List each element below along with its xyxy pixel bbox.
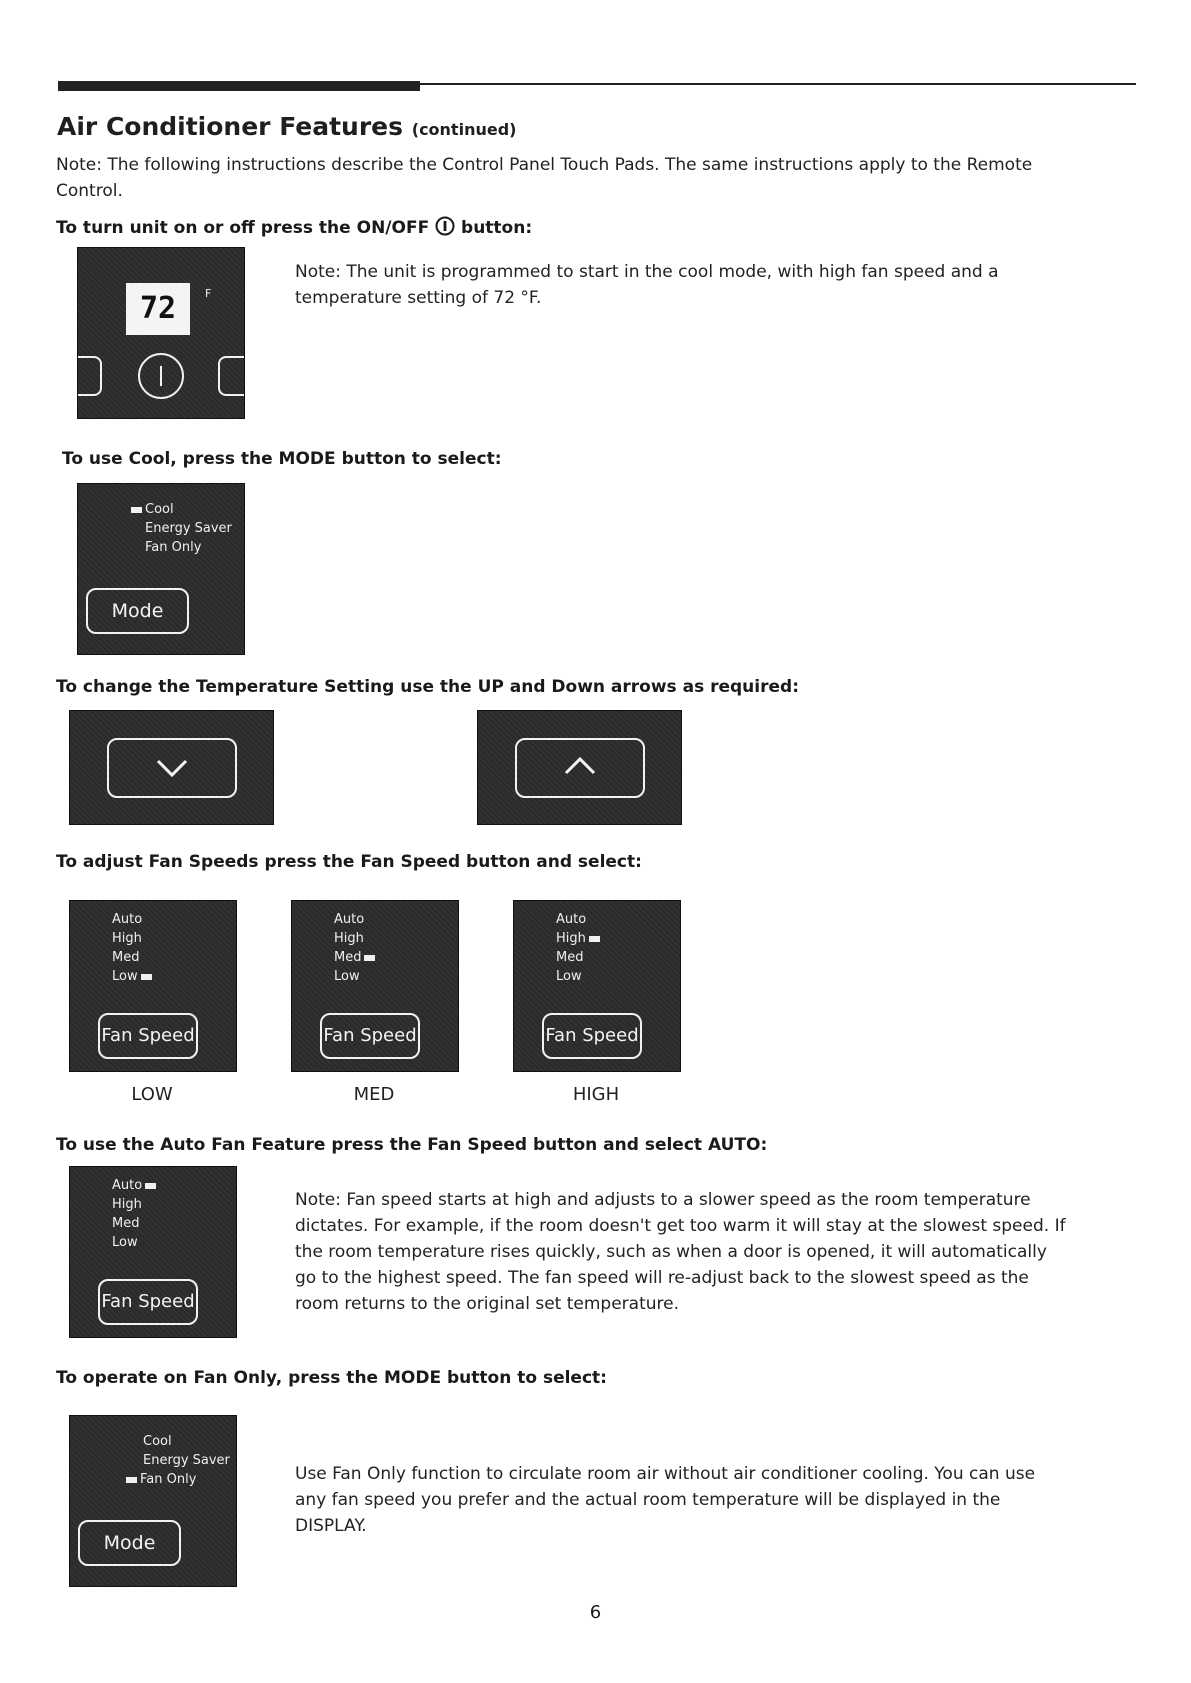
down-arrow-panel [69,710,274,825]
fan-option-med: Med [334,948,378,967]
onoff-heading [56,216,532,241]
fan-option-auto: Auto [334,912,365,927]
page-title [57,112,516,141]
selected-indicator [141,974,152,980]
mode-option-fan-only: Fan Only [123,1470,196,1489]
up-arrow-panel [477,710,682,825]
selected-indicator [589,936,600,942]
caption-med: MED [353,1084,395,1105]
fan-speed-panel-auto [69,1166,237,1338]
auto-fan-note: Note: Fan speed starts at high and adjusts to a slower speed as the room temperature dictates. For example, if the room doesn't get too warm it will stay at the slowest speed. If the room temperature rises quickly, such as when a door is opened, it will automatically go to the highest speed. The fan speed will re-adjust back to the slowest speed as the room returns to the original set temperature. [295,1190,1066,1314]
auto-fan-heading: To use the Auto Fan Feature press the Fan Speed button and select AUTO: [56,1135,768,1155]
selected-indicator [131,507,142,513]
fan-option-low: Low [112,967,155,986]
up-arrow-button[interactable] [515,738,645,798]
fan-speed-button[interactable]: Fan Speed [542,1013,642,1059]
fan-option-low: Low [112,1235,138,1250]
mode-option-energy-saver: Energy Saver [143,1453,230,1468]
fan-only-mode-panel [69,1415,237,1587]
chevron-up-icon [560,754,600,778]
display-unit: F [205,287,212,300]
power-icon [435,216,455,241]
fan-option-med: Med [112,950,140,965]
right-button-edge [218,356,245,396]
selected-indicator [364,955,375,961]
down-arrow-button[interactable] [107,738,237,798]
selected-indicator [126,1477,137,1483]
cool-mode-panel [77,483,245,655]
selected-indicator [145,1183,156,1189]
power-button-icon [160,366,162,386]
temperature-heading: To change the Temperature Setting use the UP and Down arrows as required: [56,677,799,697]
mode-option-energy-saver: Energy Saver [145,521,232,536]
mode-option-fan-only: Fan Only [145,540,202,555]
fan-option-auto: Auto [556,912,587,927]
mode-button[interactable]: Mode [78,1520,181,1566]
fan-option-high: High [334,931,364,946]
page-number: 6 [589,1602,602,1623]
onoff-heading-text: To turn unit on or off press the ON/OFF [56,218,430,238]
fan-option-low: Low [556,969,582,984]
caption-high: HIGH [572,1084,620,1105]
fan-speed-heading: To adjust Fan Speeds press the Fan Speed button and select: [56,852,642,872]
fan-speed-panel-low [69,900,237,1072]
fan-speed-panel-high [513,900,681,1072]
fan-option-auto: Auto [112,912,143,927]
onoff-panel [77,247,245,419]
temperature-display: 72 [126,283,190,335]
cool-heading: To use Cool, press the MODE button to select: [62,449,502,469]
fan-option-med: Med [112,1216,140,1231]
fan-speed-button[interactable]: Fan Speed [320,1013,420,1059]
fan-speed-button[interactable]: Fan Speed [98,1013,198,1059]
onoff-heading-suffix: button: [461,218,533,238]
title-suffix: (continued) [411,120,517,139]
header-rule-accent [58,81,420,91]
fan-option-auto: Auto [112,1176,159,1195]
mode-option-cool: Cool [128,500,174,519]
fan-option-high: High [112,1197,142,1212]
chevron-down-icon [152,756,192,780]
mode-button[interactable]: Mode [86,588,189,634]
fan-option-high: High [556,929,603,948]
fan-speed-panel-med [291,900,459,1072]
power-button[interactable] [138,353,184,399]
fan-option-high: High [112,931,142,946]
fan-only-heading: To operate on Fan Only, press the MODE button to select: [56,1368,607,1388]
intro-note: Note: The following instructions describe the Control Panel Touch Pads. The same instructions apply to the Remote Control. [56,155,1033,201]
fan-option-med: Med [556,950,584,965]
fan-only-note: Use Fan Only function to circulate room air without air conditioner cooling. You can use any fan speed you prefer and the actual room temperature will be displayed in the DISPLAY. [295,1464,1036,1536]
onoff-note: Note: The unit is programmed to start in the cool mode, with high fan speed and a temperature setting of 72 °F. [295,262,999,308]
fan-option-low: Low [334,969,360,984]
caption-low: LOW [131,1084,173,1105]
title-text: Air Conditioner Features [57,112,404,141]
fan-speed-button[interactable]: Fan Speed [98,1279,198,1325]
left-button-edge [77,356,102,396]
mode-option-cool: Cool [143,1434,172,1449]
